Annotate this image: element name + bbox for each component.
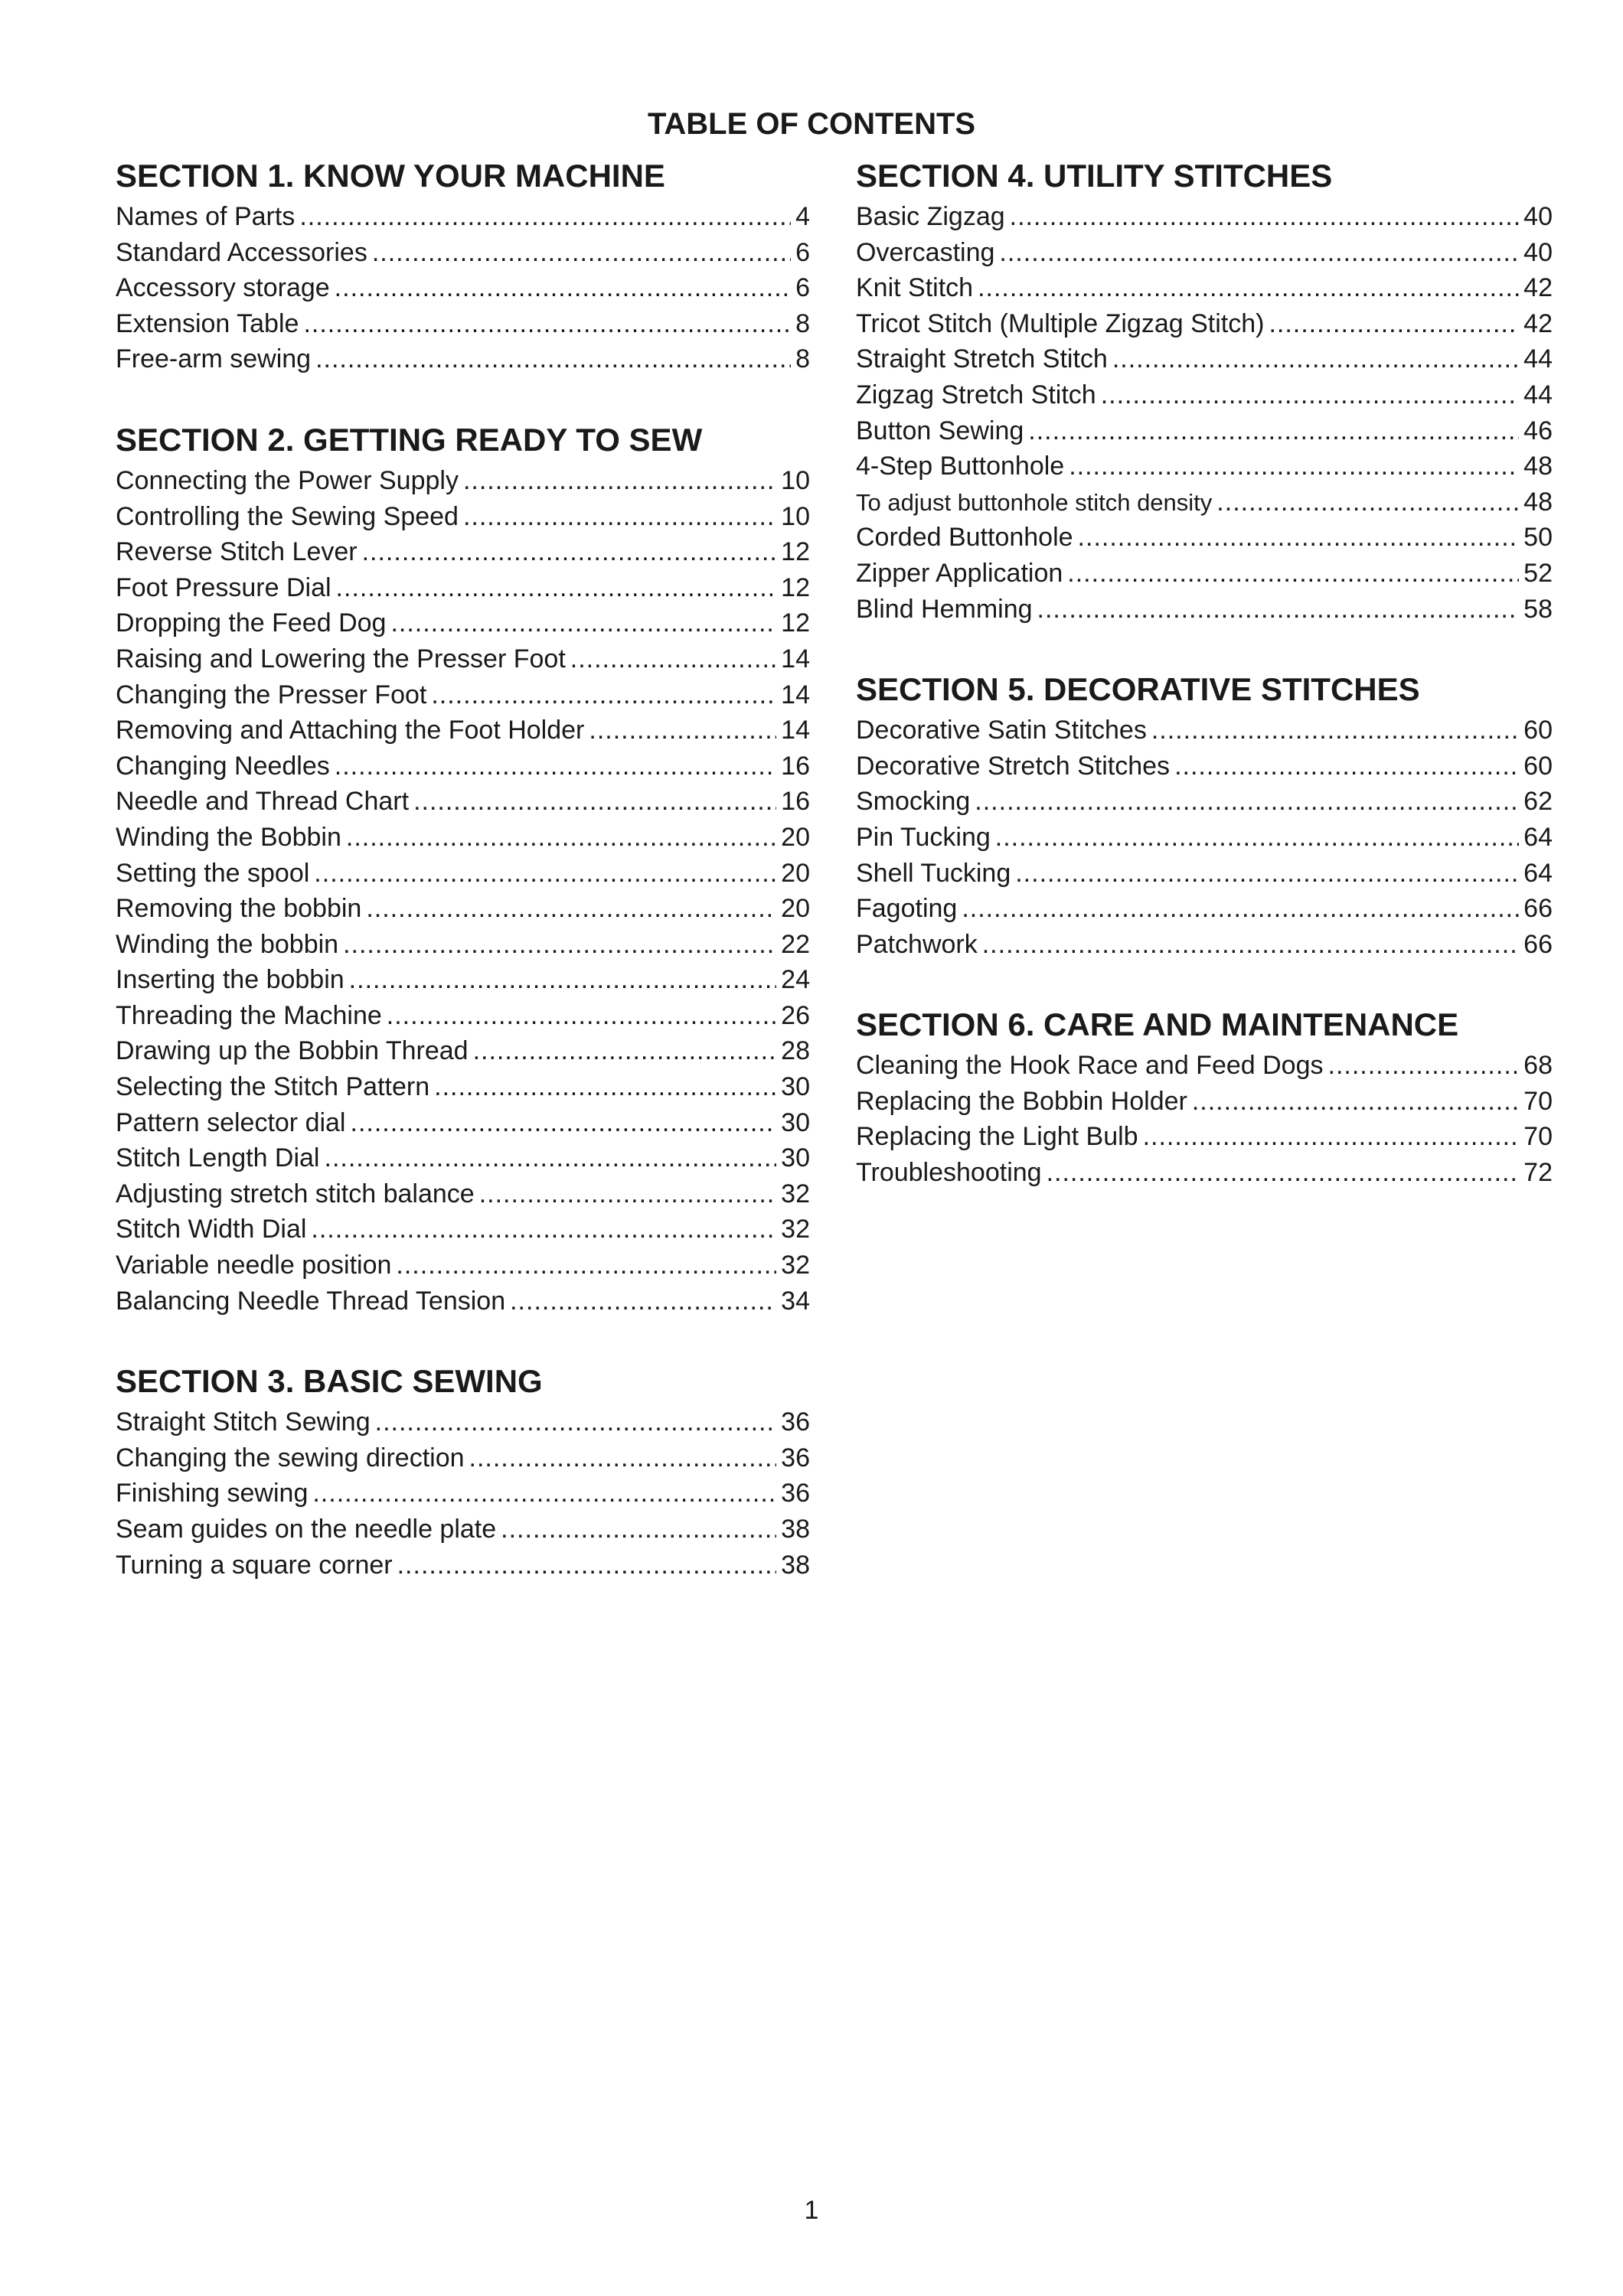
- toc-entry-label: Names of Parts: [116, 202, 296, 231]
- toc-entry-page: 44: [1523, 344, 1553, 374]
- toc-section: [856, 667, 1553, 962]
- toc-entry-page: 6: [795, 273, 810, 303]
- toc-entry-page: 50: [1523, 523, 1553, 553]
- dot-leader: [479, 1176, 776, 1212]
- dot-leader: [335, 270, 791, 306]
- dot-leader: [1192, 1084, 1519, 1120]
- toc-entry-label: Dropping the Feed Dog: [116, 608, 387, 638]
- toc-entry-label: Pin Tucking: [856, 822, 991, 852]
- dot-leader: [299, 199, 791, 235]
- toc-entry-label: Finishing sewing: [116, 1479, 309, 1508]
- dot-leader: [1078, 520, 1520, 556]
- toc-entry-label: Reverse Stitch Lever: [116, 537, 358, 567]
- toc-entry-page: 32: [781, 1215, 810, 1244]
- dot-leader: [362, 534, 777, 570]
- toc-entry[interactable]: [116, 784, 810, 820]
- toc-entry[interactable]: [116, 891, 810, 927]
- dot-leader: [463, 463, 776, 499]
- toc-entry-page: 60: [1523, 751, 1553, 781]
- toc-entry-label: Replacing the Bobbin Holder: [856, 1086, 1187, 1116]
- toc-entry-page: 4: [795, 202, 810, 231]
- dot-leader: [501, 1512, 776, 1548]
- toc-entry-page: 48: [1523, 452, 1553, 481]
- toc-entry[interactable]: [116, 1512, 810, 1548]
- dot-leader: [311, 1212, 776, 1247]
- toc-entry-page: 44: [1523, 380, 1553, 409]
- toc-entry[interactable]: [116, 1247, 810, 1283]
- toc-entry-label: Shell Tucking: [856, 858, 1011, 888]
- toc-entry-page: 8: [795, 344, 810, 374]
- toc-entry-page: 66: [1523, 929, 1553, 959]
- toc-entry[interactable]: [116, 677, 810, 713]
- toc-entry[interactable]: [116, 199, 810, 235]
- dot-leader: [1151, 713, 1519, 748]
- toc-entry[interactable]: [116, 1283, 810, 1319]
- toc-section: [856, 1002, 1553, 1190]
- toc-entry-label: Pattern selector dial: [116, 1107, 346, 1137]
- toc-entry[interactable]: [116, 962, 810, 998]
- toc-entry-label: Stitch Length Dial: [116, 1143, 320, 1173]
- toc-entry-page: 62: [1523, 787, 1553, 817]
- toc-entry[interactable]: [856, 592, 1553, 628]
- toc-entry[interactable]: [116, 1476, 810, 1512]
- dot-leader: [570, 641, 776, 677]
- toc-section: [116, 417, 810, 1319]
- toc-entry[interactable]: [116, 748, 810, 784]
- toc-entry-page: 20: [781, 894, 810, 924]
- toc-entry-page: 30: [781, 1107, 810, 1137]
- toc-entry-label: Fagoting: [856, 894, 958, 924]
- toc-entry[interactable]: [116, 605, 810, 641]
- toc-entry[interactable]: [856, 927, 1553, 963]
- toc-entry-page: 32: [781, 1251, 810, 1280]
- toc-entry[interactable]: [856, 856, 1553, 892]
- dot-leader: [1047, 1155, 1520, 1191]
- dot-leader: [1143, 1119, 1520, 1155]
- toc-entry-label: Replacing the Light Bulb: [856, 1122, 1138, 1152]
- dot-leader: [1101, 377, 1519, 413]
- dot-leader: [315, 341, 791, 377]
- toc-entry-label: Changing the Presser Foot: [116, 680, 427, 709]
- toc-entry[interactable]: [116, 713, 810, 748]
- toc-entry-label: Straight Stretch Stitch: [856, 344, 1108, 374]
- dot-leader: [387, 998, 776, 1034]
- toc-entry-label: Foot Pressure Dial: [116, 572, 331, 602]
- toc-entry-page: 14: [781, 680, 810, 709]
- toc-section: [116, 1358, 810, 1583]
- section-title: SECTION 2. GETTING READY TO SEW: [116, 421, 703, 458]
- toc-entry[interactable]: [116, 235, 810, 271]
- toc-entry-label: Raising and Lowering the Presser Foot: [116, 644, 566, 673]
- toc-entry-page: 38: [781, 1550, 810, 1580]
- toc-entry-label: Variable needle position: [116, 1251, 392, 1280]
- toc-entry-label: Winding the bobbin: [116, 929, 339, 959]
- toc-entry-label: 4-Step Buttonhole: [856, 452, 1065, 481]
- toc-entry[interactable]: [856, 820, 1553, 856]
- toc-entry-label: Zigzag Stretch Stitch: [856, 380, 1096, 409]
- toc-entry[interactable]: [856, 484, 1553, 520]
- toc-entry[interactable]: [856, 448, 1553, 484]
- toc-right-column: [856, 153, 1553, 1191]
- toc-entry[interactable]: [856, 748, 1553, 784]
- toc-entry-page: 40: [1523, 202, 1553, 231]
- toc-entry-page: 14: [781, 716, 810, 745]
- dot-leader: [1067, 556, 1519, 592]
- toc-entry-label: Patchwork: [856, 929, 978, 959]
- toc-entry-page: 48: [1523, 487, 1553, 517]
- dot-leader: [375, 1404, 777, 1440]
- toc-entry[interactable]: [856, 235, 1553, 271]
- toc-entry-label: Cleaning the Hook Race and Feed Dogs: [856, 1051, 1324, 1081]
- page-number: 1: [804, 2196, 819, 2225]
- dot-leader: [325, 1140, 777, 1176]
- toc-entry-page: 12: [781, 572, 810, 602]
- toc-entry[interactable]: [856, 520, 1553, 556]
- dot-leader: [589, 713, 776, 748]
- dot-leader: [314, 856, 776, 892]
- toc-entry-page: 34: [781, 1286, 810, 1316]
- toc-entry-label: Tricot Stitch (Multiple Zigzag Stitch): [856, 308, 1265, 338]
- dot-leader: [343, 927, 776, 963]
- toc-entry[interactable]: [856, 713, 1553, 748]
- toc-entry-page: 70: [1523, 1086, 1553, 1116]
- toc-entry[interactable]: [856, 306, 1553, 342]
- dot-leader: [390, 605, 776, 641]
- toc-entry[interactable]: [116, 856, 810, 892]
- toc-entry[interactable]: [116, 306, 810, 342]
- toc-entry-page: 10: [781, 465, 810, 495]
- section-title: SECTION 1. KNOW YOUR MACHINE: [116, 158, 665, 194]
- toc-entry[interactable]: [856, 413, 1553, 449]
- toc-entry-page: 22: [781, 929, 810, 959]
- toc-entry-label: Straight Stitch Sewing: [116, 1407, 371, 1437]
- toc-entry[interactable]: [116, 1140, 810, 1176]
- toc-entry-label: Standard Accessories: [116, 237, 367, 267]
- dot-leader: [431, 677, 776, 713]
- toc-entry[interactable]: [856, 199, 1553, 235]
- toc-entry-label: To adjust buttonhole stitch density: [856, 488, 1213, 516]
- toc-entry-label: Smocking: [856, 787, 971, 817]
- toc-entry-label: Stitch Width Dial: [116, 1215, 307, 1244]
- toc-entry-label: Extension Table: [116, 308, 299, 338]
- toc-entry-page: 42: [1523, 308, 1553, 338]
- toc-entry-page: 8: [795, 308, 810, 338]
- toc-entry-label: Controlling the Sewing Speed: [116, 501, 459, 531]
- section-title: SECTION 5. DECORATIVE STITCHES: [856, 671, 1420, 708]
- toc-entry[interactable]: [116, 463, 810, 499]
- dot-leader: [346, 820, 776, 856]
- toc-entry-page: 6: [795, 237, 810, 267]
- dot-leader: [1069, 448, 1519, 484]
- toc-entry[interactable]: [116, 1105, 810, 1141]
- dot-leader: [1037, 592, 1520, 628]
- toc-entry-label: Button Sewing: [856, 416, 1024, 445]
- dot-leader: [1112, 341, 1519, 377]
- toc-entry-label: Changing the sewing direction: [116, 1443, 465, 1473]
- toc-entry-label: Winding the Bobbin: [116, 822, 341, 852]
- toc-entry-list: [116, 463, 810, 1319]
- toc-entry-page: 36: [781, 1479, 810, 1508]
- toc-entry-page: 40: [1523, 237, 1553, 267]
- dot-leader: [962, 891, 1519, 927]
- toc-entry[interactable]: [856, 341, 1553, 377]
- toc-entry[interactable]: [856, 891, 1553, 927]
- dot-leader: [1174, 748, 1519, 784]
- dot-leader: [469, 1440, 777, 1476]
- toc-entry-page: 14: [781, 644, 810, 673]
- toc-entry-list: [856, 713, 1553, 962]
- dot-leader: [372, 235, 791, 271]
- dot-leader: [366, 891, 776, 927]
- toc-entry-page: 64: [1523, 822, 1553, 852]
- toc-entry-page: 28: [781, 1036, 810, 1066]
- dot-leader: [463, 499, 776, 535]
- toc-entry-list: [856, 1048, 1553, 1190]
- toc-entry[interactable]: [116, 570, 810, 606]
- toc-entry-label: Drawing up the Bobbin Thread: [116, 1036, 469, 1066]
- section-title: SECTION 3. BASIC SEWING: [116, 1363, 543, 1400]
- toc-entry-label: Free-arm sewing: [116, 344, 312, 374]
- toc-left-column: [116, 153, 810, 1583]
- toc-entry[interactable]: [856, 270, 1553, 306]
- section-title: SECTION 6. CARE AND MAINTENANCE: [856, 1006, 1459, 1043]
- toc-entry-label: Balancing Needle Thread Tension: [116, 1286, 506, 1316]
- toc-entry-page: 58: [1523, 594, 1553, 624]
- toc-entry-label: Setting the spool: [116, 858, 310, 888]
- toc-entry-page: 60: [1523, 716, 1553, 745]
- toc-entry-page: 52: [1523, 558, 1553, 588]
- toc-entry-page: 16: [781, 751, 810, 781]
- document-title: TABLE OF CONTENTS: [647, 107, 976, 141]
- toc-entry[interactable]: [116, 1033, 810, 1069]
- toc-entry[interactable]: [856, 1048, 1553, 1084]
- toc-entry[interactable]: [116, 1440, 810, 1476]
- dot-leader: [336, 570, 777, 606]
- toc-entry[interactable]: [116, 341, 810, 377]
- toc-entry[interactable]: [856, 556, 1553, 592]
- toc-entry-list: [856, 199, 1553, 627]
- toc-entry-label: Removing the bobbin: [116, 894, 362, 924]
- dot-leader: [349, 962, 777, 998]
- toc-entry-label: Decorative Stretch Stitches: [856, 751, 1171, 781]
- toc-entry-label: Troubleshooting: [856, 1158, 1042, 1188]
- dot-leader: [1328, 1048, 1520, 1084]
- dot-leader: [1028, 413, 1519, 449]
- toc-entry[interactable]: [116, 499, 810, 535]
- toc-entry-label: Turning a square corner: [116, 1550, 393, 1580]
- toc-entry-page: 20: [781, 822, 810, 852]
- dot-leader: [473, 1033, 777, 1069]
- toc-entry-label: Adjusting stretch stitch balance: [116, 1179, 475, 1208]
- toc-entry[interactable]: [116, 1212, 810, 1247]
- toc-entry-page: 70: [1523, 1122, 1553, 1152]
- toc-entry-page: 10: [781, 501, 810, 531]
- dot-leader: [335, 748, 776, 784]
- toc-entry-page: 42: [1523, 273, 1553, 303]
- toc-section: [116, 153, 810, 377]
- toc-entry-page: 36: [781, 1407, 810, 1437]
- toc-entry[interactable]: [856, 784, 1553, 820]
- toc-entry-label: Selecting the Stitch Pattern: [116, 1072, 430, 1102]
- toc-entry[interactable]: [116, 1176, 810, 1212]
- toc-entry[interactable]: [116, 1548, 810, 1583]
- toc-entry-label: Needle and Thread Chart: [116, 787, 410, 817]
- toc-entry-page: 72: [1523, 1158, 1553, 1188]
- toc-entry-label: Knit Stitch: [856, 273, 974, 303]
- dot-leader: [999, 235, 1519, 271]
- toc-entry-label: Zipper Application: [856, 558, 1063, 588]
- dot-leader: [303, 306, 791, 342]
- dot-leader: [397, 1548, 777, 1583]
- toc-entry-page: 38: [781, 1515, 810, 1544]
- toc-entry-page: 36: [781, 1443, 810, 1473]
- toc-entry[interactable]: [116, 270, 810, 306]
- dot-leader: [995, 820, 1519, 856]
- toc-entry-page: 30: [781, 1143, 810, 1173]
- toc-entry-page: 32: [781, 1179, 810, 1208]
- toc-entry-label: Accessory storage: [116, 273, 330, 303]
- toc-entry-page: 16: [781, 787, 810, 817]
- dot-leader: [434, 1069, 776, 1105]
- dot-leader: [510, 1283, 776, 1319]
- toc-entry-page: 26: [781, 1000, 810, 1030]
- toc-entry-page: 20: [781, 858, 810, 888]
- toc-entry-list: [116, 1404, 810, 1583]
- dot-leader: [351, 1105, 777, 1141]
- dot-leader: [978, 270, 1519, 306]
- section-title: SECTION 4. UTILITY STITCHES: [856, 158, 1333, 194]
- toc-entry[interactable]: [116, 927, 810, 963]
- dot-leader: [1015, 856, 1519, 892]
- toc-entry[interactable]: [856, 1084, 1553, 1120]
- toc-entry-label: Inserting the bobbin: [116, 965, 345, 995]
- toc-entry-label: Overcasting: [856, 237, 995, 267]
- toc-entry-label: Changing Needles: [116, 751, 330, 781]
- toc-entry-page: 30: [781, 1072, 810, 1102]
- toc-entry[interactable]: [116, 641, 810, 677]
- toc-entry-label: Corded Buttonhole: [856, 523, 1073, 553]
- toc-entry[interactable]: [116, 534, 810, 570]
- dot-leader: [1010, 199, 1520, 235]
- toc-entry[interactable]: [856, 1119, 1553, 1155]
- toc-entry-label: Decorative Satin Stitches: [856, 716, 1147, 745]
- toc-entry-page: 12: [781, 537, 810, 567]
- toc-entry-page: 46: [1523, 416, 1553, 445]
- toc-entry-label: Seam guides on the needle plate: [116, 1515, 497, 1544]
- toc-entry-page: 12: [781, 608, 810, 638]
- toc-entry[interactable]: [116, 1404, 810, 1440]
- dot-leader: [396, 1247, 776, 1283]
- toc-entry-list: [116, 199, 810, 377]
- dot-leader: [975, 784, 1519, 820]
- toc-section: [856, 153, 1553, 627]
- dot-leader: [1216, 484, 1519, 520]
- toc-entry[interactable]: [856, 377, 1553, 413]
- dot-leader: [1269, 306, 1519, 342]
- dot-leader: [982, 927, 1519, 963]
- toc-entry-page: 66: [1523, 894, 1553, 924]
- toc-entry-page: 68: [1523, 1051, 1553, 1081]
- toc-entry[interactable]: [116, 820, 810, 856]
- toc-entry-label: Threading the Machine: [116, 1000, 382, 1030]
- toc-entry-label: Blind Hemming: [856, 594, 1033, 624]
- dot-leader: [413, 784, 776, 820]
- toc-entry-page: 24: [781, 965, 810, 995]
- toc-entry[interactable]: [116, 1069, 810, 1105]
- dot-leader: [312, 1476, 776, 1512]
- toc-entry-label: Basic Zigzag: [856, 202, 1005, 231]
- toc-entry-label: Removing and Attaching the Foot Holder: [116, 716, 585, 745]
- toc-entry[interactable]: [856, 1155, 1553, 1191]
- toc-entry-label: Connecting the Power Supply: [116, 465, 459, 495]
- toc-entry-page: 64: [1523, 858, 1553, 888]
- toc-entry[interactable]: [116, 998, 810, 1034]
